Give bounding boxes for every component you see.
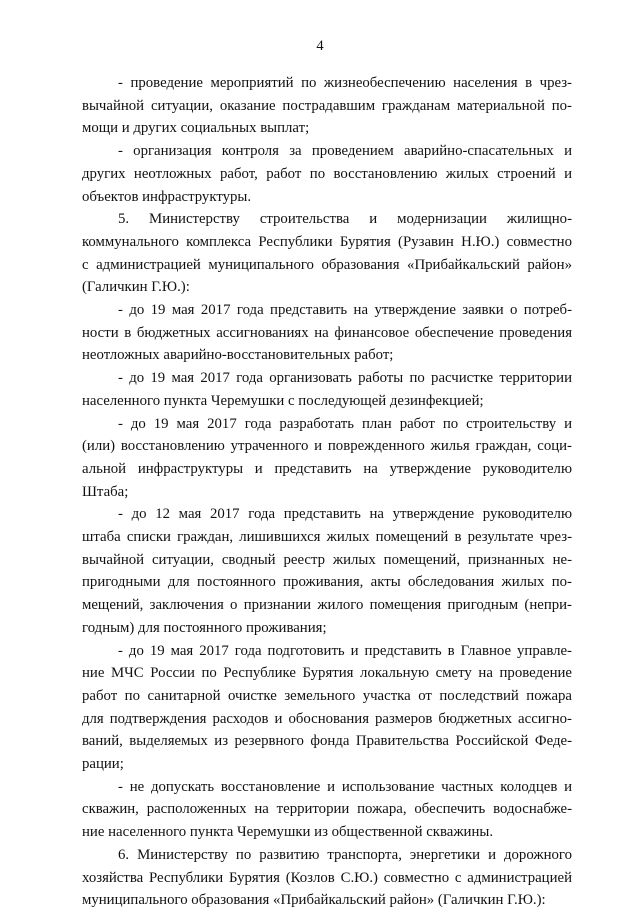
page-number: 4 <box>316 38 324 54</box>
text-line: неотложных аварийно-восстановительных работ; <box>82 347 394 364</box>
text-line: 5. Министерству строительства и модернизации жилищно- <box>118 211 572 228</box>
text-line: коммунального комплекса Республики Бурятия (Рузавин Н.Ю.) совместно <box>82 233 572 250</box>
text-line: вычайной ситуации, оказание пострадавшим гражданам материальной по- <box>82 97 572 114</box>
text-line: (или) восстановлению утраченного и поврежденного жилья граждан, соци- <box>82 438 572 455</box>
text-line: скважин, расположенных на территории пожара, обеспечить водоснабже- <box>82 801 572 818</box>
text-line: - до 19 мая 2017 года подготовить и представить в Главное управле- <box>118 642 572 659</box>
text-line: ние населенного пункта Черемушки из общественной скважины. <box>82 824 494 841</box>
text-line: мощи и других социальных выплат; <box>82 120 310 137</box>
text-line: объектов инфраструктуры. <box>82 188 252 205</box>
text-line: муниципального образования «Прибайкальский район» (Галичкин Г.Ю.): <box>82 892 546 909</box>
text-line: альной инфраструктуры и представить на утверждение руководителю <box>82 460 572 477</box>
text-line: ности в бюджетных ассигнованиях на финансовое обеспечение проведения <box>82 324 572 341</box>
text-line: ние МЧС России по Республике Бурятия локальную смету на проведение <box>82 665 572 682</box>
text-line: для подтверждения расходов и обоснования размеров бюджетных ассигно- <box>82 710 572 727</box>
text-line: мещений, заключения о признании жилого помещения пригодным (непри- <box>82 597 572 614</box>
text-line: - до 19 мая 2017 года организовать работы по расчистке территории <box>118 370 572 387</box>
text-line: рации; <box>82 756 124 772</box>
text-line: - проведение мероприятий по жизнеобеспечению населения в чрез- <box>118 75 572 91</box>
text-line: - организация контроля за проведением аварийно-спасательных и <box>118 143 572 160</box>
text-line: 6. Министерству по развитию транспорта, энергетики и дорожного <box>118 846 572 863</box>
text-line: - не допускать восстановление и использование частных колодцев и <box>118 778 572 795</box>
text-line: годным) для постоянного проживания; <box>82 619 327 636</box>
text-line: (Галичкин Г.Ю.): <box>82 279 190 296</box>
text-line: - до 12 мая 2017 года представить на утверждение руководителю <box>118 506 572 523</box>
text-line: других неотложных работ, работ по восстановлению жилых строений и <box>82 165 572 182</box>
text-line: Штаба; <box>82 483 129 500</box>
text-line: ваний, выделяемых из резервного фонда Правительства Российской Феде- <box>82 733 572 750</box>
text-line: пригодными для постоянного проживания, акты обследования жилых по- <box>82 574 572 591</box>
text-line: с администрацией муниципального образования «Прибайкальский район» <box>82 256 572 273</box>
text-line: - до 19 мая 2017 года разработать план работ по строительству и <box>118 415 572 432</box>
text-line: хозяйства Республики Бурятия (Козлов С.Ю.) совместно с администрацией <box>82 869 572 886</box>
text-line: вычайной ситуации, сводный реестр жилых помещений, признанных не- <box>82 551 572 568</box>
text-line: штаба списки граждан, лишившихся жилых помещений в результате чрез- <box>82 529 572 545</box>
text-line: - до 19 мая 2017 года представить на утверждение заявки о потреб- <box>118 302 572 318</box>
text-line: работ по санитарной очистке земельного участка от последствий пожара <box>82 687 572 704</box>
text-line: населенного пункта Черемушки с последующей дезинфекцией; <box>82 392 484 409</box>
